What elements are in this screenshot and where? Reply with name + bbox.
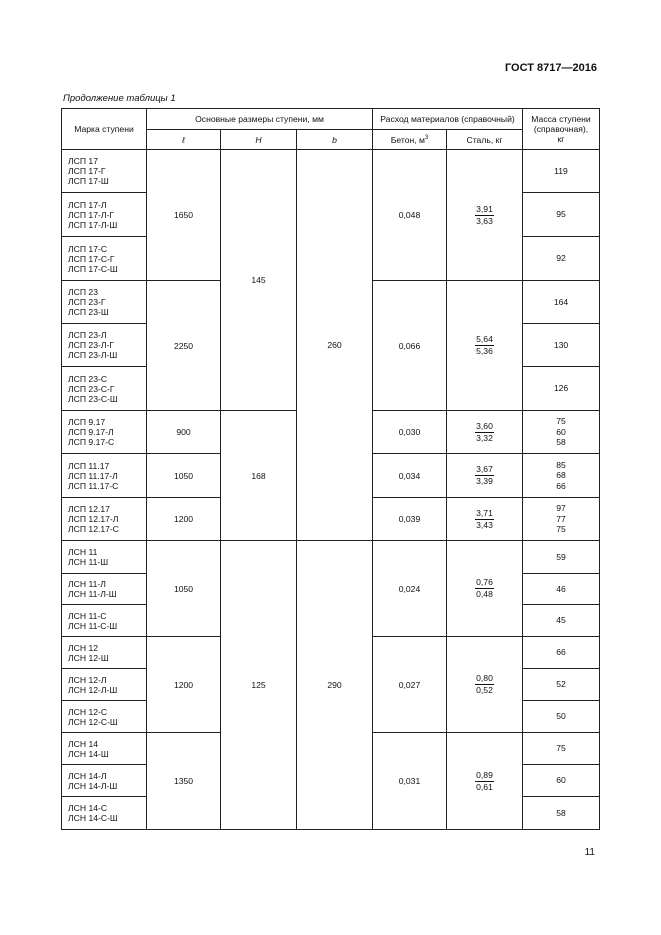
col-header-h: H [221, 130, 297, 150]
mark-cell: ЛСН 14-С ЛСН 14-С-Ш [62, 797, 147, 830]
mass-cell: 95 [523, 193, 600, 237]
concrete-label: Бетон, м [390, 134, 425, 145]
concrete-cell: 0,030 [373, 411, 447, 454]
concrete-cell: 0,066 [373, 281, 447, 411]
concrete-cell: 0,048 [373, 150, 447, 281]
mark-cell: ЛСП 17 ЛСП 17-Г ЛСП 17-Ш [62, 150, 147, 193]
col-header-mark: Марка ступени [62, 109, 147, 150]
concrete-cell: 0,039 [373, 498, 447, 541]
mass-cell: 130 [523, 324, 600, 367]
mass-cell: 75 [523, 733, 600, 765]
concrete-exp: 3 [424, 134, 429, 141]
mark-cell: ЛСН 14 ЛСН 14-Ш [62, 733, 147, 765]
h-cell: 145 [221, 150, 297, 411]
l-cell: 900 [147, 411, 221, 454]
mass-header-line: Масса ступени [531, 114, 591, 124]
concrete-cell: 0,027 [373, 637, 447, 733]
mark-cell: ЛСП 11.17 ЛСП 11.17-Л ЛСП 11.17-С [62, 454, 147, 498]
mark-cell: ЛСН 11 ЛСН 11-Ш [62, 541, 147, 574]
steel-cell: $\frac{3,60}{3,32}$ [447, 411, 523, 454]
mark-cell: ЛСН 12-Л ЛСН 12-Л-Ш [62, 669, 147, 701]
col-header-b: b [297, 130, 373, 150]
mark-cell: ЛСН 14-Л ЛСН 14-Л-Ш [62, 765, 147, 797]
col-header-l: ℓ [147, 130, 221, 150]
table-caption: Продолжение таблицы 1 [63, 93, 176, 104]
col-header-mass [523, 109, 600, 150]
mass-cell: 52 [523, 669, 600, 701]
b-cell: 290 [297, 541, 373, 830]
col-header-dims: Основные размеры ступени, мм [147, 109, 373, 130]
steel-cell: $\frac{0,89}{0,61}$ [447, 733, 523, 830]
concrete-cell: 0,034 [373, 454, 447, 498]
steel-cell: $\frac{3,71}{3,43}$ [447, 498, 523, 541]
b-cell: 260 [297, 150, 373, 541]
mark-cell: ЛСП 23 ЛСП 23-Г ЛСП 23-Ш [62, 281, 147, 324]
mass-cell: 92 [523, 237, 600, 281]
l-cell: 1200 [147, 498, 221, 541]
mark-cell: ЛСП 12.17 ЛСП 12.17-Л ЛСП 12.17-С [62, 498, 147, 541]
mark-cell: ЛСП 23-С ЛСП 23-С-Г ЛСП 23-С-Ш [62, 367, 147, 411]
mark-cell: ЛСН 12 ЛСН 12-Ш [62, 637, 147, 669]
mass-cell: 58 [523, 797, 600, 830]
l-cell: 1050 [147, 454, 221, 498]
l-cell: 1650 [147, 150, 221, 281]
standard-header: ГОСТ 8717—2016 [504, 62, 597, 74]
mass-cell: 60 [523, 765, 600, 797]
steel-cell: $\frac{0,80}{0,52}$ [447, 637, 523, 733]
mark-cell: ЛСП 23-Л ЛСП 23-Л-Г ЛСП 23-Л-Ш [62, 324, 147, 367]
col-header-materials: Расход материалов (справочный) [373, 109, 523, 130]
steel-cell: $\frac{3,67}{3,39}$ [447, 454, 523, 498]
l-cell: 1050 [147, 541, 221, 637]
mass-cell: 97 77 75 [523, 498, 600, 541]
steel-cell: $\frac{5,64}{5,36}$ [447, 281, 523, 411]
mass-cell: 126 [523, 367, 600, 411]
mark-cell: ЛСП 17-С ЛСП 17-С-Г ЛСП 17-С-Ш [62, 237, 147, 281]
mark-cell: ЛСН 12-С ЛСН 12-С-Ш [62, 701, 147, 733]
l-cell: 2250 [147, 281, 221, 411]
mass-cell: 50 [523, 701, 600, 733]
mark-cell: ЛСН 11-Л ЛСН 11-Л-Ш [62, 574, 147, 605]
mass-cell: 164 [523, 281, 600, 324]
mark-cell: ЛСП 9.17 ЛСП 9.17-Л ЛСП 9.17-С [62, 411, 147, 454]
l-cell: 1200 [147, 637, 221, 733]
mark-cell: ЛСП 17-Л ЛСП 17-Л-Г ЛСП 17-Л-Ш [62, 193, 147, 237]
l-cell: 1350 [147, 733, 221, 830]
mass-header-line: кг [557, 134, 565, 144]
mass-cell: 59 [523, 541, 600, 574]
col-header-steel: Сталь, кг [447, 130, 523, 150]
concrete-cell: 0,024 [373, 541, 447, 637]
mass-cell: 75 60 58 [523, 411, 600, 454]
mark-cell: ЛСН 11-С ЛСН 11-С-Ш [62, 605, 147, 637]
mass-header-line: (справочная), [533, 124, 589, 134]
page-number: 11 [584, 847, 595, 858]
steps-table [61, 108, 600, 830]
mass-cell: 119 [523, 150, 600, 193]
col-header-concrete [373, 130, 447, 150]
mass-cell: 45 [523, 605, 600, 637]
mass-cell: 46 [523, 574, 600, 605]
steel-cell: $\frac{3,91}{3,63}$ [447, 150, 523, 281]
concrete-cell: 0,031 [373, 733, 447, 830]
h-cell: 168 [221, 411, 297, 541]
mass-cell: 66 [523, 637, 600, 669]
mass-cell: 85 68 66 [523, 454, 600, 498]
h-cell: 125 [221, 541, 297, 830]
steel-cell: $\frac{0,76}{0,48}$ [447, 541, 523, 637]
